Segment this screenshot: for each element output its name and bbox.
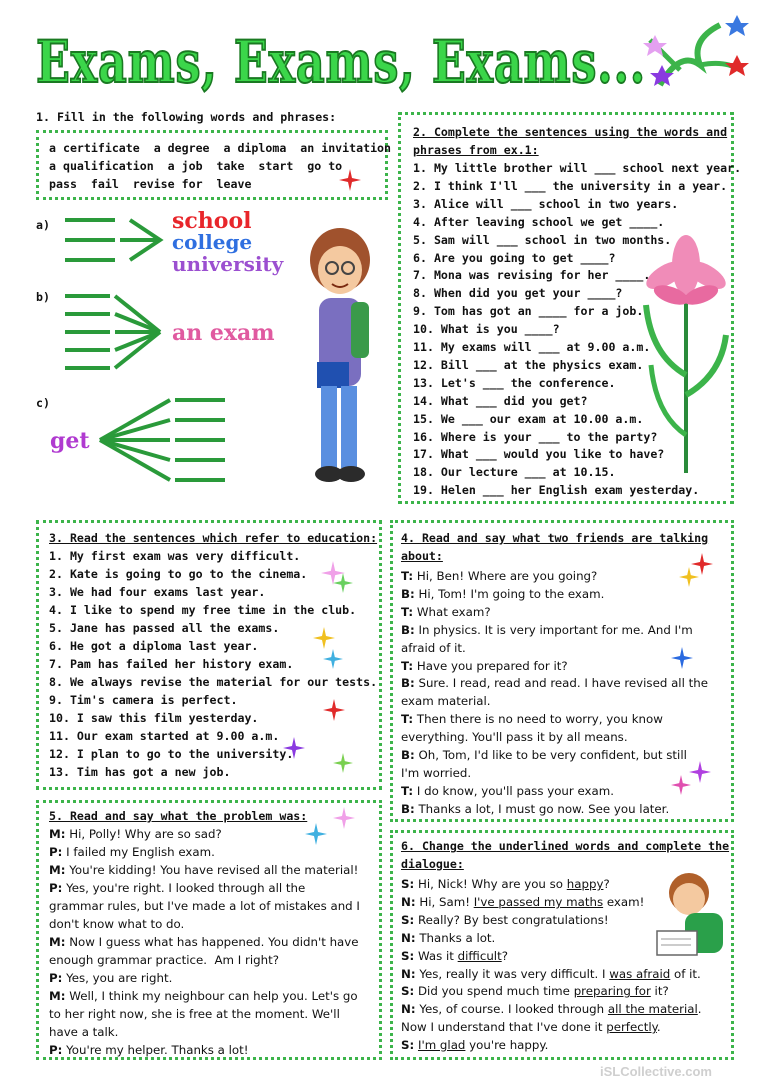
speaker-label: P: bbox=[49, 1043, 63, 1057]
speaker-label: B: bbox=[401, 622, 415, 637]
task3-item: 11. Our exam started at 9.00 a.m. bbox=[49, 729, 280, 743]
dialogue-text: Thanks a lot, I must go now. See you later. bbox=[414, 801, 670, 816]
task2-item: 9. Tom has got an ____ for a job. bbox=[413, 304, 644, 319]
dialogue-text: Hi, Polly! Why are so sad? bbox=[65, 827, 222, 841]
task2-item: 11. My exams will ___ at 9.00 a.m. bbox=[413, 340, 651, 354]
dialogue-text: Hi, Nick! Why are you so bbox=[414, 877, 567, 891]
speaker-label: M: bbox=[49, 989, 66, 1003]
task3-box bbox=[36, 520, 382, 790]
task1-a-diagram bbox=[60, 210, 170, 270]
dialogue-text: I do know, you'll pass your exam. bbox=[413, 783, 614, 798]
speaker-label: B: bbox=[401, 676, 415, 691]
task3-item: 4. I like to spend my free time in the club. bbox=[49, 603, 357, 617]
task5-line bbox=[49, 1007, 340, 1021]
task2-item: 10. What is you ____? bbox=[413, 322, 560, 337]
task2-item: 4. After leaving school we get ____. bbox=[413, 214, 665, 229]
task3-item: 1. My first exam was very difficult. bbox=[49, 549, 301, 563]
task5-line bbox=[49, 899, 360, 913]
task6-line bbox=[401, 1038, 548, 1052]
task4-line bbox=[401, 766, 471, 780]
task5-line bbox=[49, 953, 279, 967]
task4-line bbox=[401, 730, 628, 744]
task4-heading-line1: 4. Read and say what two friends are talking bbox=[401, 531, 709, 545]
writing-boy-illustration bbox=[655, 869, 727, 959]
star-icon bbox=[689, 761, 711, 783]
task6-line bbox=[401, 1002, 702, 1016]
dialogue-text: Oh, Tom, I'd like to be very confident, but still bbox=[414, 748, 687, 762]
dialogue-text: Yes, you're right. I looked through all the bbox=[62, 881, 306, 895]
underlined-phrase: difficult bbox=[457, 948, 502, 963]
dialogue-text: Well, I think my neighbour can help you. Let's go bbox=[65, 989, 358, 1003]
star-icon bbox=[671, 647, 693, 669]
speaker-label: S: bbox=[401, 1038, 415, 1053]
task5-line bbox=[49, 845, 215, 859]
underlined-phrase: was afraid bbox=[609, 966, 671, 981]
task4-heading-line2: about: bbox=[401, 549, 443, 563]
task2-item: 15. We ___ our exam at 10.00 a.m. bbox=[413, 411, 644, 426]
task1-b-label: b) bbox=[36, 290, 50, 304]
task2-item: 5. Sam will ___ school in two months. bbox=[413, 232, 672, 247]
task3-item: 6. He got a diploma last year. bbox=[49, 639, 259, 653]
star-icon bbox=[313, 627, 335, 649]
underlined-phrase: happy bbox=[566, 877, 604, 891]
underlined-phrase: all the material bbox=[607, 1002, 698, 1017]
speaker-label: B: bbox=[401, 801, 415, 816]
task4-line bbox=[401, 659, 568, 673]
dialogue-text: it? bbox=[650, 984, 669, 999]
underlined-phrase: preparing for bbox=[573, 984, 651, 999]
task5-line bbox=[49, 935, 359, 949]
task3-item: 2. Kate is going to go to the cinema. bbox=[49, 567, 308, 581]
lily-flower-illustration bbox=[641, 235, 731, 475]
dialogue-text: everything. You'll pass it by all means. bbox=[401, 730, 628, 745]
flower-decoration bbox=[640, 10, 755, 90]
dialogue-text: exam! bbox=[603, 894, 645, 909]
task6-line bbox=[401, 877, 610, 891]
task5-line bbox=[49, 1025, 118, 1039]
speaker-label: P: bbox=[49, 971, 63, 985]
task4-line bbox=[401, 587, 604, 601]
dialogue-text: Yes, really it was very difficult. I bbox=[415, 966, 610, 981]
task4-line bbox=[401, 784, 614, 798]
task6-line bbox=[401, 949, 508, 963]
dialogue-text: Now I understand that I've done it bbox=[401, 1020, 607, 1035]
dialogue-text: You're kidding! You have revised all the material! bbox=[65, 863, 359, 877]
task3-item: 13. Tim has got a new job. bbox=[49, 765, 231, 779]
task1-heading: 1. Fill in the following words and phrases: bbox=[36, 110, 337, 124]
dialogue-text: Thanks a lot. bbox=[415, 930, 496, 945]
star-icon bbox=[339, 169, 361, 191]
task3-heading: 3. Read the sentences which refer to education: bbox=[49, 531, 378, 545]
task2-heading-line2: phrases from ex.1: bbox=[413, 143, 539, 157]
task1-c-diagram bbox=[95, 392, 230, 492]
task5-line bbox=[49, 863, 358, 877]
star-icon bbox=[333, 573, 353, 593]
task3-item: 8. We always revise the material for our tests. bbox=[49, 675, 378, 689]
dialogue-text: Yes, of course. I looked through bbox=[415, 1002, 608, 1017]
dialogue-text: . bbox=[697, 1002, 702, 1017]
speaker-label: M: bbox=[49, 863, 66, 877]
dialogue-text: Yes, you are right. bbox=[62, 971, 173, 985]
task4-line bbox=[401, 641, 466, 655]
task6-line bbox=[401, 984, 669, 998]
dialogue-text: ? bbox=[501, 948, 508, 963]
task2-heading-line1: 2. Complete the sentences using the words and bbox=[413, 125, 728, 139]
speaker-label: S: bbox=[401, 877, 415, 891]
task1-wordbox bbox=[36, 130, 392, 200]
underlined-phrase: I'm glad bbox=[417, 1038, 466, 1053]
speaker-label: T: bbox=[401, 783, 414, 798]
word-an-exam: an exam bbox=[172, 320, 275, 346]
word-university: university bbox=[172, 252, 284, 276]
speaker-label: N: bbox=[401, 930, 416, 945]
dialogue-text: enough grammar practice. Am I right? bbox=[49, 953, 279, 967]
word-get: get bbox=[50, 428, 90, 454]
speaker-label: S: bbox=[401, 984, 415, 999]
task5-line bbox=[49, 881, 305, 895]
task2-item: 17. What ___ would you like to have? bbox=[413, 447, 665, 462]
task2-item: 14. What ___ did you get? bbox=[413, 393, 588, 408]
student-boy-illustration bbox=[295, 222, 385, 494]
task4-line bbox=[401, 676, 708, 690]
task6-line bbox=[401, 1020, 661, 1034]
dialogue-text: Did you spend much time bbox=[414, 984, 574, 999]
star-icon bbox=[283, 737, 305, 759]
task3-item: 9. Tim's camera is perfect. bbox=[49, 693, 238, 707]
task6-line bbox=[401, 913, 609, 927]
dialogue-text: ? bbox=[603, 877, 610, 891]
task4-line bbox=[401, 569, 597, 583]
task6-heading-line1: 6. Change the underlined words and complete the bbox=[401, 839, 730, 853]
speaker-label: T: bbox=[401, 712, 414, 727]
task1-words-line3: pass fail revise for leave bbox=[49, 177, 252, 191]
task5-line bbox=[49, 1043, 249, 1057]
task3-item: 10. I saw this film yesterday. bbox=[49, 711, 259, 725]
task2-item: 1. My little brother will ___ school next year. bbox=[413, 161, 742, 175]
task4-line bbox=[401, 694, 491, 708]
dialogue-text: you're happy. bbox=[465, 1038, 549, 1053]
speaker-label: N: bbox=[401, 1002, 416, 1017]
task3-item: 12. I plan to go to the university. bbox=[49, 747, 294, 761]
dialogue-text: grammar rules, but I've made a lot of mistakes and I bbox=[49, 899, 360, 913]
task2-item: 13. Let's ___ the conference. bbox=[413, 375, 616, 390]
task1-words-line1: a certificate a degree a diploma an invitation bbox=[49, 141, 392, 155]
dialogue-text: don't know what to do. bbox=[49, 917, 185, 931]
dialogue-text: In physics. It is very important for me. And I'm bbox=[414, 622, 693, 637]
task4-line bbox=[401, 623, 693, 637]
speaker-label: M: bbox=[49, 827, 66, 841]
task2-box bbox=[398, 112, 742, 504]
speaker-label: N: bbox=[401, 966, 416, 981]
dialogue-text: Hi, Ben! Where are you going? bbox=[413, 569, 598, 583]
task6-line bbox=[401, 895, 644, 909]
page-title: Exams, Exams, Exams... bbox=[36, 28, 646, 96]
task4-line bbox=[401, 748, 687, 762]
dialogue-text: to her right now, she is free at the moment. We'll bbox=[49, 1007, 340, 1021]
star-icon bbox=[671, 775, 691, 795]
task2-item: 12. Bill ___ at the physics exam. bbox=[413, 357, 644, 372]
task1-b-diagram bbox=[60, 288, 170, 378]
word-school: school bbox=[172, 208, 252, 234]
speaker-label: S: bbox=[401, 912, 415, 927]
dialogue-text: Then there is no need to worry, you know bbox=[413, 712, 663, 727]
dialogue-text: exam material. bbox=[401, 694, 491, 709]
task5-box bbox=[36, 800, 382, 1060]
task1-words-line2: a qualification a job take start go to bbox=[49, 159, 343, 173]
task2-item: 6. Are you going to get ____? bbox=[413, 250, 616, 265]
task5-line bbox=[49, 827, 222, 841]
speaker-label: P: bbox=[49, 845, 63, 859]
speaker-label: B: bbox=[401, 748, 415, 762]
task6-box bbox=[390, 830, 734, 1060]
star-icon bbox=[679, 567, 699, 587]
task3-item: 7. Pam has failed her history exam. bbox=[49, 657, 294, 671]
speaker-label: M: bbox=[49, 935, 66, 949]
star-icon bbox=[333, 807, 355, 829]
dialogue-text: of it. bbox=[670, 966, 701, 981]
star-icon bbox=[323, 649, 343, 669]
speaker-label: T: bbox=[401, 569, 414, 583]
task2-item: 8. When did you get your ____? bbox=[413, 286, 623, 301]
underlined-phrase: perfectly bbox=[606, 1020, 657, 1035]
dialogue-text: What exam? bbox=[413, 604, 491, 619]
dialogue-text: I'm worried. bbox=[401, 765, 472, 780]
speaker-label: T: bbox=[401, 604, 414, 619]
task4-line bbox=[401, 712, 663, 726]
speaker-label: B: bbox=[401, 586, 415, 601]
task5-line bbox=[49, 971, 172, 985]
dialogue-text: . bbox=[656, 1020, 661, 1035]
task2-item: 16. Where is your ___ to the party? bbox=[413, 429, 658, 444]
task5-line bbox=[49, 917, 184, 931]
dialogue-text: I failed my English exam. bbox=[62, 845, 215, 859]
task4-line bbox=[401, 605, 491, 619]
speaker-label: S: bbox=[401, 948, 415, 963]
underlined-phrase: I've passed my maths bbox=[473, 894, 604, 909]
star-icon bbox=[333, 753, 353, 773]
dialogue-text: You're my helper. Thanks a lot! bbox=[62, 1043, 249, 1057]
dialogue-text: Really? By best congratulations! bbox=[414, 912, 609, 927]
dialogue-text: have a talk. bbox=[49, 1025, 119, 1039]
page-title-art bbox=[34, 20, 654, 100]
task6-heading-line2: dialogue: bbox=[401, 857, 464, 871]
task2-item: 3. Alice will ___ school in two years. bbox=[413, 196, 679, 211]
star-icon bbox=[305, 823, 327, 845]
task3-item: 3. We had four exams last year. bbox=[49, 585, 266, 599]
task2-item: 19. Helen ___ her English exam yesterday. bbox=[413, 483, 700, 498]
task2-item: 18. Our lecture ___ at 10.15. bbox=[413, 465, 616, 480]
watermark: iSLCollective.com bbox=[600, 1064, 712, 1079]
dialogue-text: Now I guess what has happened. You didn't have bbox=[65, 935, 359, 949]
task2-item: 2. I think I'll ___ the university in a year. bbox=[413, 178, 728, 193]
speaker-label: T: bbox=[401, 658, 414, 673]
star-icon bbox=[323, 699, 345, 721]
task1-c-label: c) bbox=[36, 396, 50, 410]
task5-heading: 5. Read and say what the problem was: bbox=[49, 809, 308, 823]
task6-line bbox=[401, 967, 701, 981]
task5-line bbox=[49, 989, 358, 1003]
task1-a-label: a) bbox=[36, 218, 50, 232]
dialogue-text: Hi, Tom! I'm going to the exam. bbox=[414, 586, 605, 601]
dialogue-text: Was it bbox=[414, 948, 458, 963]
speaker-label: N: bbox=[401, 894, 416, 909]
dialogue-text: Have you prepared for it? bbox=[413, 658, 568, 673]
task2-item: 7. Mona was revising for her ____. bbox=[413, 268, 651, 283]
dialogue-text: Sure. I read, read and read. I have revised all the bbox=[414, 676, 708, 691]
dialogue-text: afraid of it. bbox=[401, 640, 466, 655]
task4-box bbox=[390, 520, 734, 822]
word-college: college bbox=[172, 230, 253, 254]
task3-item: 5. Jane has passed all the exams. bbox=[49, 621, 280, 635]
speaker-label: P: bbox=[49, 881, 63, 895]
dialogue-text: Hi, Sam! bbox=[415, 894, 474, 909]
task6-line bbox=[401, 931, 495, 945]
task4-line bbox=[401, 802, 669, 816]
